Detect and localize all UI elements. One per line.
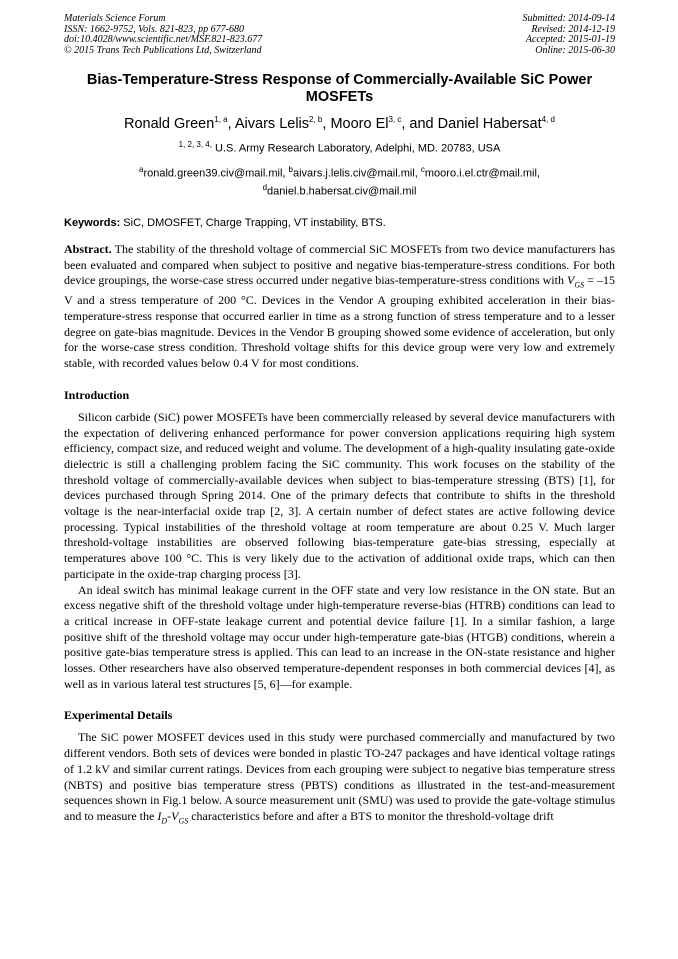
author-separator: , — [227, 115, 235, 132]
math-var: V — [567, 273, 575, 288]
journal-issn: ISSN: 1662-9752, Vols. 821-823, pp 677-680 — [64, 23, 244, 35]
experimental-paragraph — [64, 730, 615, 829]
keywords-label: Keywords: — [64, 216, 121, 229]
email-c[interactable]: mooro.i.el.ctr@mail.mil, — [424, 168, 540, 181]
keywords — [64, 216, 615, 230]
journal-info — [64, 14, 262, 56]
affiliation-text: U.S. Army Research Laboratory, Adelphi, MD. 20783, USA — [211, 142, 501, 155]
journal-name: Materials Science Forum — [64, 13, 166, 24]
paper-title: Bias-Temperature-Stress Response of Commercially-Available SiC Power MOSFETs — [86, 72, 593, 105]
submission-dates — [523, 14, 616, 56]
abstract — [64, 242, 615, 372]
author-name: Daniel Habersat — [437, 115, 542, 132]
math-dash: - — [167, 808, 172, 823]
math-var: I — [157, 808, 162, 823]
affiliation-superscript: 1, 2, 3, 4, — [178, 139, 212, 149]
math-subscript: GS — [178, 816, 189, 826]
experimental-text: The SiC power MOSFET devices used in this study were purchased commercially and manufactured by two different vendors. Both sets of devices were bonded in plastic TO-247 packages and have identical voltage ratings of 1.2 kV and similar current ratings. Devices from each grouping were subject to negative bias temperature stress (NBTS) and positive bias temperature stress (PBTS) conditions as illustrated in the test-and-measurement sequences shown in Fig.1 below. A source measurement unit (SMU) was used to provide the gate-voltage stimulus and to measure the — [64, 730, 615, 823]
date-submitted: Submitted: 2014-09-14 — [522, 13, 615, 24]
author-superscript: 4, d — [541, 115, 555, 124]
email-b[interactable]: aivars.j.lelis.civ@mail.mil, — [292, 168, 421, 181]
email-superscript: a — [139, 165, 144, 175]
abstract-label: Abstract. — [64, 241, 112, 256]
author-separator: , and — [401, 115, 438, 132]
email-superscript: d — [262, 183, 268, 193]
author-emails — [64, 163, 615, 198]
section-heading-experimental: Experimental Details — [64, 708, 173, 723]
author-separator: , — [322, 115, 331, 132]
author-superscript: 3, c — [388, 115, 402, 124]
author-name: Ronald Green — [124, 115, 215, 132]
keywords-text: SiC, DMOSFET, Charge Trapping, VT instability, BTS. — [120, 216, 386, 229]
introduction-paragraph-1: Silicon carbide (SiC) power MOSFETs have been commercially released by several device manufacturers with the expectation of delivering enhanced performance for power conversion applications requiring high system efficiency, compact size, and reduced weight and volume. The development of a high-quality insulating gate-oxide dielectric is still a challenging problem facing the SiC community. This work focuses on the stability of the threshold voltage of commercially-available devices when subject to bias-temperature stressing (BTS) [1], for devices purchased through Spring 2014. One of the primary defects that contribute to shifts in the threshold voltage is the near-interfacial oxide trap [2, 3]. A certain number of defect states are active following device processing. Typical instabilities of the threshold voltage at room temperature are about 0.25 V. Much larger threshold-voltage instabilities are observed following bias-temperature gate-bias stressing, especially at temperatures above 100 °C. This is very likely due to the activation of additional oxide traps, which can then participate in the oxide-trap charging process [3]. — [64, 409, 615, 581]
email-a[interactable]: ronald.green39.civ@mail.mil, — [143, 168, 289, 181]
date-revised: Revised: 2014-12-19 — [531, 23, 615, 35]
email-superscript: b — [288, 165, 293, 175]
paper-page — [64, 14, 615, 829]
affiliation — [64, 138, 615, 156]
experimental-text: characteristics before and after a BTS to monitor the threshold-voltage drift — [188, 808, 554, 823]
date-accepted: Accepted: 2015-01-19 — [525, 34, 615, 45]
math-subscript: GS — [574, 280, 585, 290]
abstract-text: = –15 V and a stress temperature of 200 °C. Devices in the Vendor A grouping exhibited acceleration in their bias-temperature-stress response that occurred earlier in time as a strong function of stress temperature and to a lesser degree on gate-bias magnitude. Devices in the Vendor B grouping showed some evidence of acceleration, but only for the worse-case stress condition. Threshold voltage shifts for this device group were very low and extremely stable, with recorded values below 0.4 V for most conditions. — [64, 273, 615, 371]
journal-copyright: © 2015 Trans Tech Publications Ltd, Switzerland — [64, 44, 262, 56]
abstract-text: The stability of the threshold voltage of commercial SiC MOSFETs from two device manufacturers has been evaluated and compared when subject to positive and negative bias-temperature-stress conditions. For both device groupings, the worse-case stress occurred under negative bias-temperature-stress conditions with — [64, 241, 615, 288]
math-subscript: D — [161, 816, 168, 826]
author-superscript: 1, a — [214, 115, 228, 124]
section-heading-introduction: Introduction — [64, 387, 130, 402]
author-list — [64, 111, 615, 133]
author-name: Aivars Lelis — [234, 115, 310, 132]
introduction-paragraph-2: An ideal switch has minimal leakage current in the OFF state and very low resistance in the ON state. But an excess negative shift of the threshold voltage under high-temperature reverse-bias (HTRB) conditions can lead to a critical increase in OFF-state leakage current and potential device failure [1]. In a similar fashion, a large positive shift of the threshold voltage may occur under high-temperature gate-bias (HTGB) conditions, wherein a positive gate-bias temperature stress is applied. This can lead to an increase in the ON-state resistance and higher losses. Other researchers have also observed temperature-dependent responses in both commercial devices [4], as well as in various lateral test structures [5, 6]—for example. — [64, 582, 615, 691]
author-superscript: 2, b — [309, 115, 323, 124]
journal-doi: doi:10.4028/www.scientific.net/MSF.821-823.677 — [64, 34, 263, 45]
email-superscript: c — [420, 165, 425, 175]
author-name: Mooro El — [330, 115, 389, 132]
email-d[interactable]: daniel.b.habersat.civ@mail.mil — [267, 185, 417, 198]
journal-header — [64, 14, 615, 56]
math-var: V — [171, 808, 179, 823]
date-online: Online: 2015-06-30 — [535, 44, 615, 56]
